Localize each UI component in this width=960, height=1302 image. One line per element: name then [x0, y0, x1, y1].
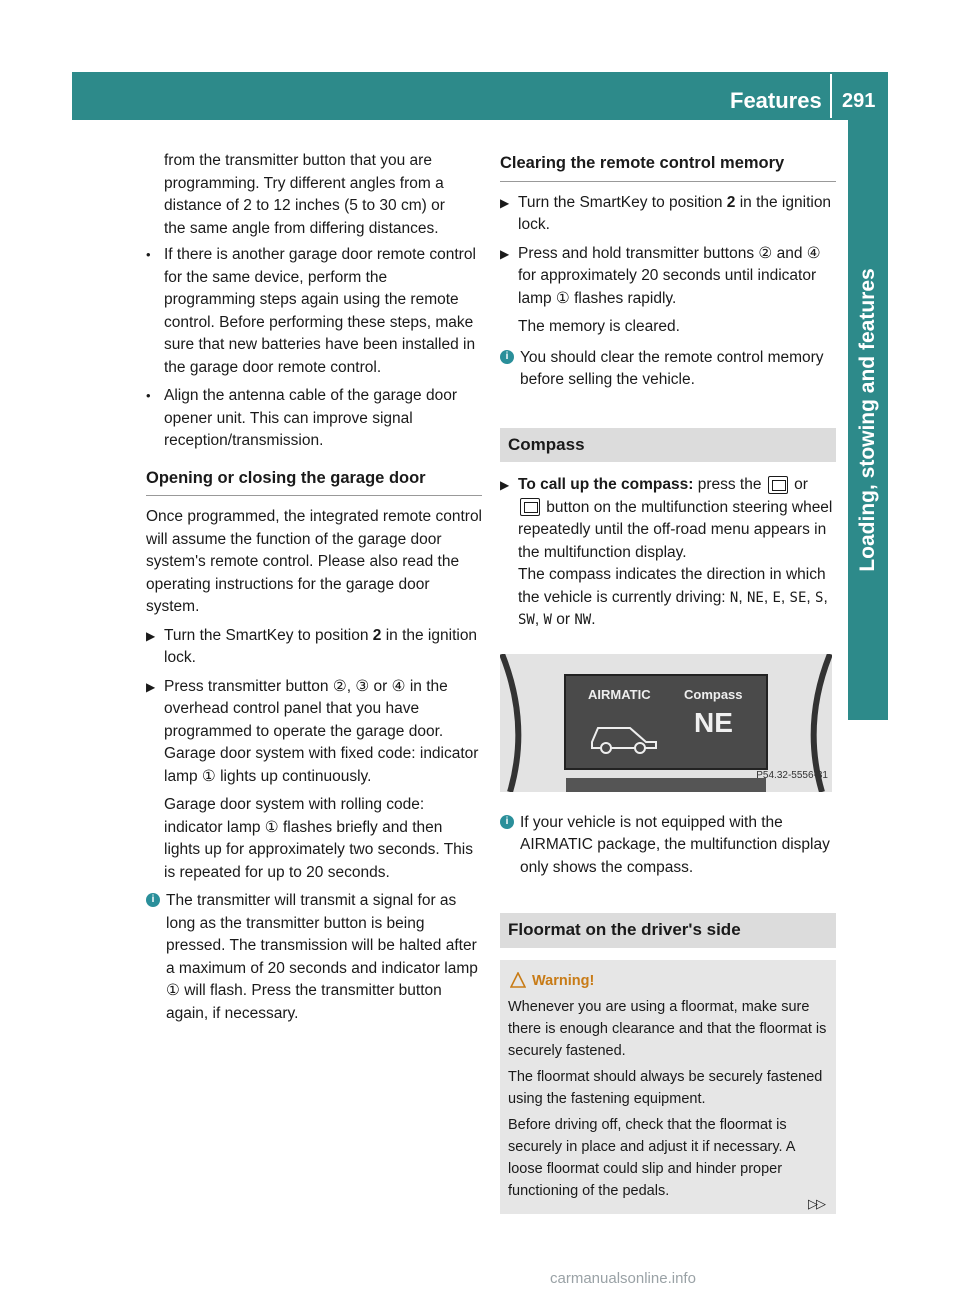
intro-line: the same angle from differing distances. [164, 219, 439, 237]
figure-reference: P54.32-5556-31 [756, 770, 828, 781]
bullet-marker: • [146, 388, 151, 403]
step-arrow-icon: ▶ [500, 195, 510, 210]
compass-display-figure [500, 654, 832, 792]
step-item: ▶ Press transmitter button ②, ③ or ④ in the overhead control panel that you have programmed to operate the garage door. Garage door system with fixed code: indicator lamp ① lights up continuously. Garage door system with rolling code: indicator lamp ① flashes briefly and then lights up for approximately two seconds. This is repeated for up to 20 seconds. [146, 677, 479, 881]
floormat-heading: Floormat on the driver's side [500, 913, 836, 948]
left-column [146, 150, 482, 1031]
display-button-icon [520, 498, 540, 516]
warning-paragraph: Whenever you are using a floormat, make sure there is enough clearance and that the floormat is securely fastened. [508, 998, 827, 1059]
page-number: 291 [842, 90, 876, 112]
step-item: ▶ To call up the compass: press the or button on the multifunction steering wheel repeatedly until the off-road menu appears in the multifunction display. The compass indicates the direction in which the vehicle is currently driving: N, NE, E, SE, S, SW, W or NW. [500, 476, 833, 628]
intro-line: programming. Try different angles from a [164, 174, 444, 192]
section-heading: Clearing the remote control memory [500, 152, 836, 182]
direction-code: E [772, 589, 781, 606]
step-item: ▶ Turn the SmartKey to position 2 in the ignition lock. [146, 626, 478, 666]
info-icon: i [500, 815, 514, 829]
warning-paragraph: Before driving off, check that the floormat is securely in place and adjust it if necessary. A loose floormat could slip and hinder proper functioning of the pedals. [508, 1116, 795, 1199]
step-arrow-icon: ▶ [146, 679, 156, 694]
result-text: The memory is cleared. [518, 318, 680, 335]
section-paragraph: Once programmed, the integrated remote control will assume the function of the garage door system's remote control. Please also read the operating instructions for the garage door system. [146, 508, 483, 615]
info-icon: i [500, 350, 514, 364]
direction-code: NW [574, 612, 592, 628]
step-arrow-icon: ▶ [500, 246, 510, 261]
info-note: i If your vehicle is not equipped with the AIRMATIC package, the multifunction display only shows the compass. [500, 812, 836, 880]
compass-direction: NE [694, 706, 733, 738]
info-note: i The transmitter will transmit a signal for as long as the transmitter button is being pressed. The transmission will be halted after a maximum of 20 seconds and indicator lamp ① will flash. Press the transmitter button again, if necessary. [146, 890, 482, 1025]
intro-line: distance of 2 to 12 inches (5 to 30 cm) or [164, 197, 445, 214]
section-heading: Opening or closing the garage door [146, 467, 482, 497]
intro-text [146, 150, 482, 240]
display-screen [564, 674, 768, 770]
header-title: Features [730, 88, 822, 113]
info-icon: i [146, 893, 160, 907]
direction-code: SE [789, 589, 807, 606]
intro-line: from the transmitter button that you are [164, 152, 432, 169]
step-arrow-icon: ▶ [500, 478, 510, 492]
compass-heading: Compass [500, 428, 836, 463]
display-tab-airmatic: AIRMATIC [588, 686, 651, 702]
direction-code: SW [518, 612, 535, 628]
header-divider [830, 74, 832, 118]
warning-title: Warning! [532, 972, 595, 989]
bullet-item: • If there is another garage door remote control for the same device, perform the programming steps again using the remote control. Before performing these steps, make sure that new batteries have been installed in the garage door remote control. [146, 246, 476, 376]
direction-code: NE [746, 589, 764, 606]
warning-box [500, 960, 836, 1214]
warning-triangle-icon [510, 972, 526, 988]
direction-code: N [729, 589, 739, 606]
info-note: i You should clear the remote control memory before selling the vehicle. [500, 347, 836, 392]
display-tab-compass: Compass [684, 686, 743, 702]
step-item: ▶ Press and hold transmitter buttons ② and ④ for approximately 20 seconds until indicator lamp ① flashes rapidly. [500, 244, 821, 307]
direction-code: S [815, 589, 824, 606]
side-tab-label: Loading, stowing and features [856, 268, 879, 572]
direction-code: W [543, 612, 552, 628]
step-item: ▶ Turn the SmartKey to position 2 in the ignition lock. [500, 193, 832, 233]
display-button-icon [768, 476, 788, 494]
warning-paragraph: The floormat should always be securely fastened using the fastening equipment. [508, 1068, 823, 1107]
bullet-marker: • [146, 247, 151, 262]
continue-arrow-icon: ▷▷ [808, 1196, 824, 1211]
vehicle-icon [586, 716, 666, 756]
bullet-item: • Align the antenna cable of the garage door opener unit. This can improve signal reception/transmission. [146, 387, 458, 449]
step-arrow-icon: ▶ [146, 628, 156, 643]
right-column [500, 152, 836, 1214]
watermark: carmanualsonline.info [550, 1270, 696, 1287]
